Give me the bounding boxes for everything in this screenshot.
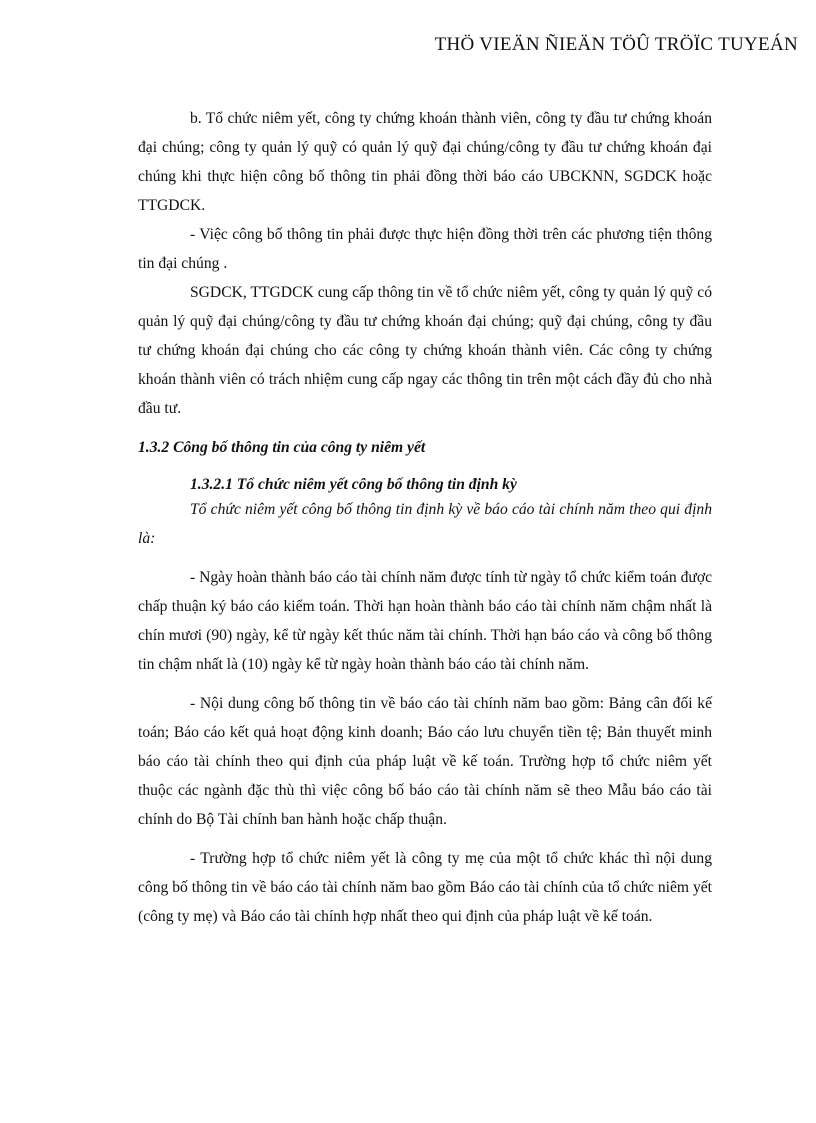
paragraph-completion: - Ngày hoàn thành báo cáo tài chính năm được tính từ ngày tổ chức kiểm toán được chấp thuận ký báo cáo kiểm toán. Thời hạn hoàn thành báo cáo tài chính năm chậm nhất là chín mươi (90) ngày, kể từ ngày kết thúc năm tài chính. Thời hạn báo cáo và công bố thông tin chậm nhất là (10) ngày kể từ ngày hoàn thành báo cáo tài chính năm.: [138, 569, 712, 673]
subsection-heading-1-3-2-1: 1.3.2.1 Tổ chức niêm yết công bố thông tin định kỳ: [190, 476, 517, 493]
page-header-title: THÖ VIEÄN ÑIEÄN TÖÛ TRÖÏC TUYEÁN: [434, 34, 798, 55]
section-heading-1-3-2: 1.3.2 Công bố thông tin của công ty niêm yết: [138, 439, 426, 456]
paragraph-b: b. Tổ chức niêm yết, công ty chứng khoán thành viên, công ty đầu tư chứng khoán đại chúng; công ty quản lý quỹ có quản lý quỹ đại chúng/công ty đầu tư chứng khoán đại chúng khi thực hiện công bố thông tin phải đồng thời báo cáo UBCKNN, SGDCK hoặc TTGDCK.: [138, 110, 712, 214]
paragraph-sgdck: SGDCK, TTGDCK cung cấp thông tin về tổ chức niêm yết, công ty quản lý quỹ có quản lý quỹ đại chúng/công ty đầu tư chứng khoán đại chúng; quỹ đại chúng, công ty đầu tư chứng khoán đại chúng cho các công ty chứng khoán thành viên. Các công ty chứng khoán thành viên có trách nhiệm cung cấp ngay các thông tin trên một cách đầy đủ cho nhà đầu tư.: [138, 284, 712, 417]
paragraph-intro: Tổ chức niêm yết công bố thông tin định kỳ về báo cáo tài chính năm theo qui định là:: [138, 501, 712, 547]
document-body: [138, 104, 712, 931]
paragraph-content: - Nội dung công bố thông tin về báo cáo tài chính năm bao gồm: Bảng cân đối kế toán; Báo cáo kết quả hoạt động kinh doanh; Báo cáo lưu chuyển tiền tệ; Bản thuyết minh báo cáo tài chính theo qui định của pháp luật về kế toán. Trường hợp tổ chức niêm yết thuộc các ngành đặc thù thì việc công bố báo cáo tài chính năm sẽ theo Mẫu báo cáo tài chính do Bộ Tài chính ban hành hoặc chấp thuận.: [138, 695, 712, 828]
paragraph-media: - Việc công bố thông tin phải được thực hiện đồng thời trên các phương tiện thông tin đại chúng .: [138, 226, 712, 272]
paragraph-parent: - Trường hợp tổ chức niêm yết là công ty mẹ của một tổ chức khác thì nội dung công bố thông tin về báo cáo tài chính năm bao gồm Báo cáo tài chính của tổ chức niêm yết (công ty mẹ) và Báo cáo tài chính hợp nhất theo qui định của pháp luật về kế toán.: [138, 850, 712, 925]
